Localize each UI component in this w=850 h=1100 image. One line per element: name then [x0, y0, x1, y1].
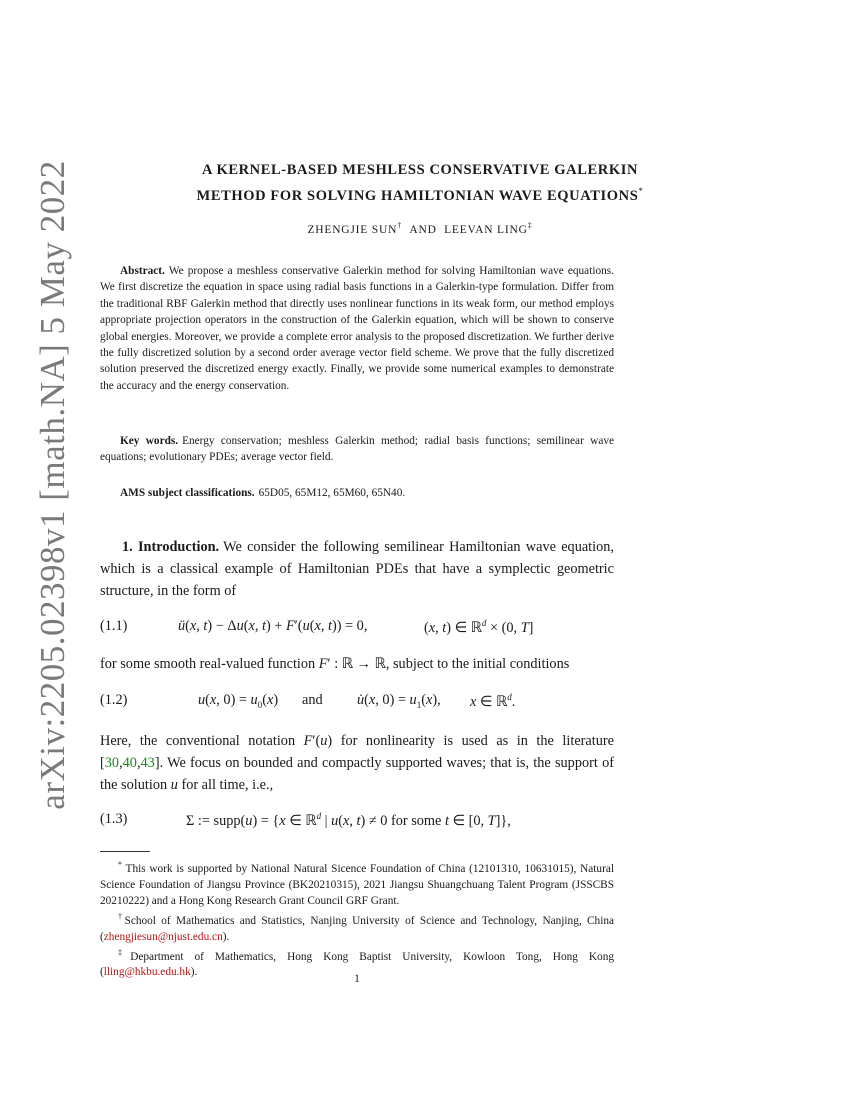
footnotes — [100, 857, 614, 980]
para2-text-a: Here, the conventional notation — [100, 733, 296, 749]
equation-text: for some — [390, 812, 442, 829]
ams-text: 65D05, 65M12, 65M60, 65N40. — [258, 487, 406, 499]
author-conjunction: AND — [409, 223, 437, 236]
equation-1-1 — [100, 618, 614, 640]
abstract-text: We propose a meshless conservative Galerkin method for solving Hamiltonian wave equations. We first discretize the equation in space using radial basis functions in a Galerkin-type formulation. Differ from the traditional RBF Galerkin method that directly uses nonlinear functions in its weak form, our method employs appropriate projection operators in the construction of the Galerkin equation, which will be shown to conserve global energies. Moreover, we provide a complete error analysis to the proposed discretization. We further derive the fully discretized solution by a second order average vector field scheme. We prove that the fully discretized solution preserved the discretized energy exactly. Finally, we provide some numerical examples to demonstrate the accuracy and the energy conservation. — [100, 265, 614, 392]
keywords-text: Energy conservation; meshless Galerkin method; radial basis functions; semilinear wave equations; evolutionary PDEs; average vector field. — [100, 435, 614, 464]
para2-text-d: for all time, i.e., — [181, 776, 274, 793]
equation-body: u(x, $0) = u_0(x)$ — [198, 692, 279, 710]
citation-link[interactable]: 40 — [122, 754, 137, 771]
equation-1-3 — [100, 811, 614, 833]
equation-body: ü(x, t) − Δu(x, t) + F′(u(x, t)) = 0, — [178, 618, 368, 634]
footnote-3-text: Department of Mathematics, Hong Kong Baptist University, Kowloon Tong, Hong Kong ( — [100, 950, 615, 979]
footnote-2: †School of Mathematics and Statistics, Nanjing University of Science and Technology, Nanjing, China (zhengjiesun@njust.edu.cn). — [100, 911, 615, 943]
title-footnote-mark: * — [638, 186, 644, 196]
title-line-1: A KERNEL-BASED MESHLESS CONSERVATIVE GALERKIN — [201, 162, 639, 178]
title-line-2: METHOD FOR SOLVING HAMILTONIAN WAVE EQUATIONS* — [196, 186, 644, 204]
email-link[interactable]: lling@hkbu.edu.hk — [103, 966, 191, 979]
keywords-label: Key words. — [120, 435, 179, 447]
ams-classifications — [120, 487, 405, 499]
equation-body: Σ := supp(u) = {x ∈ ℝ$^d$ | u(x, t) ≠ 0 for some t ∈ [0, T]}, — [186, 811, 511, 829]
equation-1-2 — [100, 692, 614, 714]
intro-text: We consider the following semilinear Hamiltonian wave equation, which is a classical example of Hamiltonian PDEs that have a symplectic geometric structure, in the form of — [100, 539, 614, 599]
equation-number: (1.3) — [100, 811, 128, 827]
equation-number: (1.1) — [100, 618, 128, 634]
citation-link[interactable]: 43 — [140, 754, 155, 771]
equation-domain: (x, t) ∈ ℝ$^d$ × (0, T] — [424, 618, 534, 636]
author-1: ZHENGJIE SUN — [307, 223, 398, 236]
author-list — [100, 221, 740, 236]
footnote-divider — [100, 851, 150, 852]
keywords — [100, 433, 614, 466]
author-2-mark: ‡ — [527, 221, 533, 230]
paper-title — [100, 160, 740, 207]
equation-conjunction: and — [302, 692, 323, 708]
para2-text-b: for nonlinearity is used as in the literature — [340, 733, 614, 749]
para1-text-a: for some smooth real-valued function — [100, 656, 316, 672]
footnote-1: * This work is supported by National Natural Sicence Foundation of China (12101310, 10631015), Natural Science Foundation of Jiangsu Province (BK20210315), 2021 Jiangsu Shuangchuang Talent Program (JSSCBS 20210222) and a Hong Kong Research Grant Council GRF Grant. — [100, 860, 614, 907]
footnote-3: ‡Department of Mathematics, Hong Kong Baptist University, Kowloon Tong, Hong Kong (lling@hkbu.edu.hk). — [100, 947, 615, 979]
para2-text-c: . We focus on bounded and compactly supported waves; that is, the support of the solution — [100, 754, 614, 793]
section-heading-introduction: 1. Introduction. — [122, 539, 220, 555]
abstract — [100, 263, 614, 394]
author-2: LEEVAN LING — [444, 223, 528, 236]
page-number: 1 — [354, 973, 360, 985]
para1-text-b: , subject to the initial conditions — [385, 656, 570, 672]
footnote-2-text: School of Mathematics and Statistics, Nanjing University of Science and Technology, Nanjing, China ( — [100, 914, 615, 943]
paragraph-initial-conditions: for some smooth real-valued function F′ : ℝ → ℝ, subject to the initial conditions — [100, 656, 570, 672]
paragraph-support: Here, the conventional notation F′(u) for nonlinearity is used as in the literature [30,40,43]. We focus on bounded and compactly supported waves; that is, the support of the solution u for all time, i.e., — [100, 733, 614, 793]
equation-domain: x ∈ ℝ$^d$. — [470, 692, 516, 710]
email-link[interactable]: zhengjiesun@njust.edu.cn — [103, 930, 223, 943]
introduction-paragraph — [100, 537, 614, 602]
equation-body-2: u̇(x, $0) = u_1(x)$, — [357, 692, 441, 710]
equation-number: (1.2) — [100, 692, 128, 708]
author-1-mark: † — [397, 221, 403, 230]
abstract-label: Abstract. — [120, 265, 165, 277]
ams-label: AMS subject classifications. — [120, 487, 255, 499]
footnote-1-text: This work is supported by National Natural Sicence Foundation of China (12101310, 10631015), Natural Science Foundation of Jiangsu Province (BK20210315), 2021 Jiangsu Shuangchuang Talent Program (JSSCBS 20210222) and a Hong Kong Research Grant Council GRF Grant. — [100, 862, 614, 907]
citation-link[interactable]: 30 — [104, 754, 120, 771]
arxiv-identifier-stamp: arXiv:2205.02398v1 [math.NA] 5 May 2022 — [33, 160, 72, 810]
